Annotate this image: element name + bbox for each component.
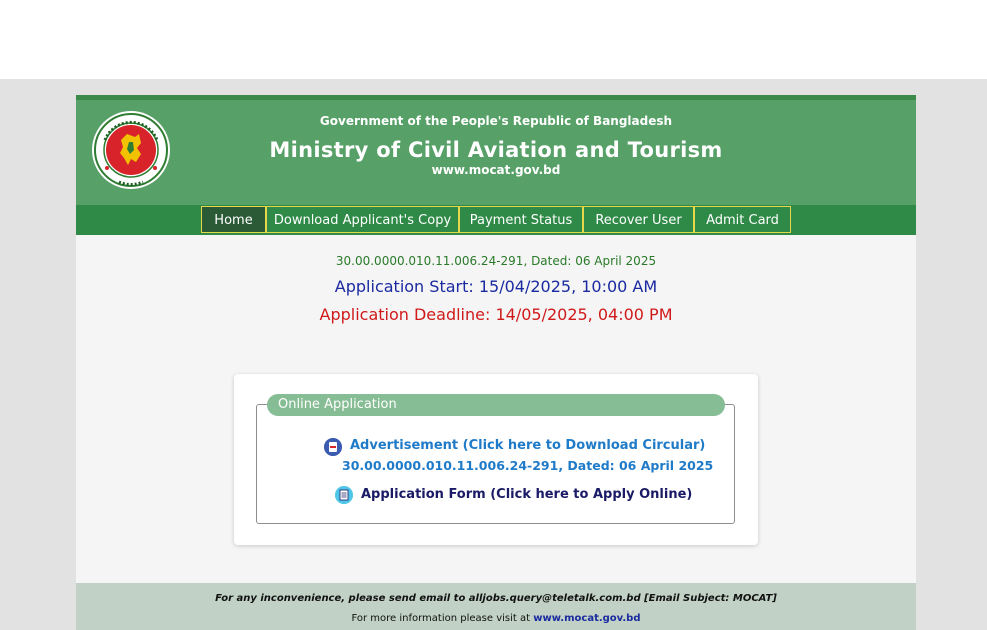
advertisement-download-link[interactable]: Advertisement (Click here to Download Circular) bbox=[350, 438, 706, 453]
site-header bbox=[76, 95, 916, 205]
footer-more-prefix: For more information please visit at bbox=[351, 613, 531, 624]
online-application-legend: Online Application bbox=[267, 394, 725, 416]
ministry-title: Ministry of Civil Aviation and Tourism bbox=[269, 138, 723, 162]
main-navbar bbox=[76, 205, 916, 235]
government-title: Government of the People's Republic of Bangladesh bbox=[319, 114, 673, 128]
nav-home[interactable]: Home bbox=[201, 206, 266, 233]
nav-download-applicants-copy[interactable]: Download Applicant's Copy bbox=[266, 206, 459, 233]
pdf-icon[interactable] bbox=[324, 438, 342, 456]
form-icon[interactable] bbox=[335, 486, 353, 504]
footer-more-info bbox=[76, 613, 916, 624]
advertisement-memo: 30.00.0000.010.11.006.24-291, Dated: 06 April 2025 bbox=[342, 458, 714, 473]
application-start: Application Start: 15/04/2025, 10:00 AM bbox=[334, 277, 658, 296]
application-form-link[interactable]: Application Form (Click here to Apply Online) bbox=[361, 487, 693, 502]
page-container bbox=[76, 95, 916, 630]
site-footer bbox=[76, 583, 916, 630]
nav-payment-status[interactable]: Payment Status bbox=[459, 206, 583, 233]
nav-recover-user[interactable]: Recover User bbox=[583, 206, 694, 233]
site-url: www.mocat.gov.bd bbox=[431, 163, 561, 177]
circular-memo: 30.00.0000.010.11.006.24-291, Dated: 06 April 2025 bbox=[335, 254, 657, 268]
application-deadline: Application Deadline: 14/05/2025, 04:00 PM bbox=[319, 305, 673, 324]
footer-site-link[interactable]: www.mocat.gov.bd bbox=[533, 613, 641, 624]
footer-contact-text: For any inconvenience, please send email to alljobs.query@teletalk.com.bd [Email Subject: MOCAT] bbox=[215, 593, 777, 604]
nav-admit-card[interactable]: Admit Card bbox=[694, 206, 791, 233]
online-application-card bbox=[234, 374, 758, 545]
top-blank-area bbox=[0, 0, 987, 79]
